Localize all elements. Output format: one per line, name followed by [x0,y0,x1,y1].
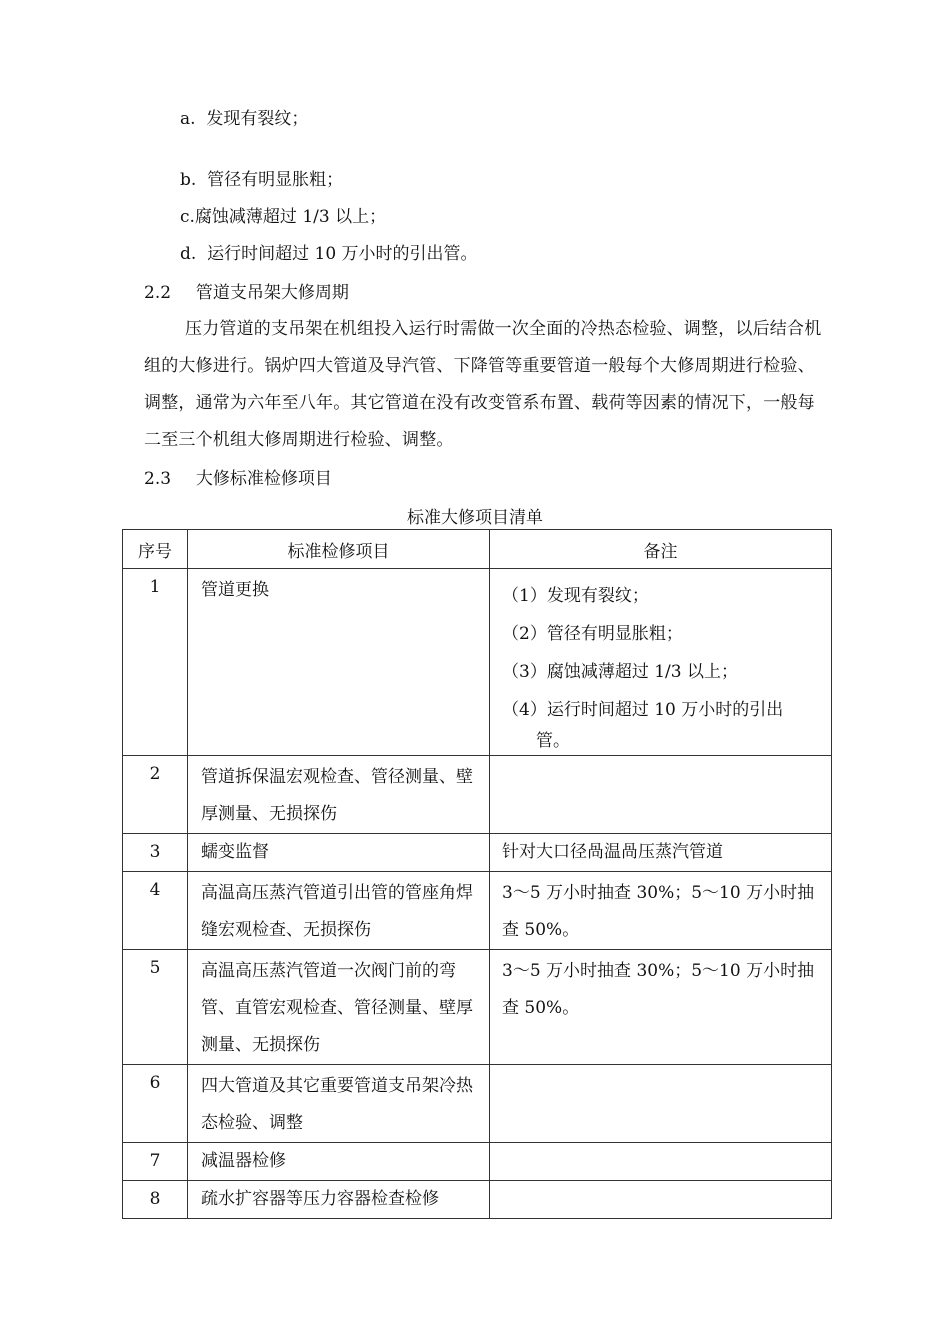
row-item: 高温高压蒸汽管道引出管的管座角焊缝宏观检查、无损探伤 [188,872,490,950]
row-note [490,756,832,834]
row-note [490,1143,832,1181]
header-note: 备注 [490,530,832,569]
maintenance-items-table [122,529,832,1219]
row-note [490,1065,832,1143]
list-item-d [180,242,478,266]
table-row [123,1143,832,1181]
table-row [123,756,832,834]
list-item-b [180,168,343,192]
list-marker: d. [180,244,197,264]
paragraph-2-2 [144,311,824,459]
note-list-item: （1）发现有裂纹； [502,586,649,606]
note-list [502,572,823,753]
section-number: 2.2 [144,283,172,303]
table-row [123,569,832,756]
section-title: 管道支吊架大修周期 [195,283,349,303]
note-list-item: 管。 [536,731,570,751]
table-row [123,834,832,872]
row-note [490,569,832,756]
row-number: 3 [123,834,188,872]
row-note: 3〜5 万小时抽查 30%；5〜10 万小时抽查 50%。 [490,872,832,950]
table-row [123,872,832,950]
row-number: 7 [123,1143,188,1181]
header-no: 序号 [123,530,188,569]
section-heading-2-3 [144,467,332,491]
row-item: 四大管道及其它重要管道支吊架冷热态检验、调整 [188,1065,490,1143]
list-marker: c. [180,207,195,227]
row-number: 2 [123,756,188,834]
row-note [490,1181,832,1219]
row-note: 针对大口径咼温咼压蒸汽管道 [490,834,832,872]
note-list-item: （4）运行时间超过 10 万小时的引出 [502,700,784,720]
section-number: 2.3 [144,469,172,489]
paragraph-text: 压力管道的支吊架在机组投入运行时需做一次全面的冷热态检验、调整，以后结合机组的大修进行。锅炉四大管道及导汽管、下降管等重要管道一般每个大修周期进行检验、调整，通常为六年至八年。其它管道在没有改变管系布置、载荷等因素的情况下，一般每二至三个机组大修周期进行检验、调整。 [144,319,822,450]
note-list-item: （2）管径有明显胀粗； [502,624,683,644]
row-number: 8 [123,1181,188,1219]
section-heading-2-2 [144,281,349,305]
list-marker: a. [180,109,196,129]
table-header-row [123,530,832,569]
row-item: 管道更换 [188,569,490,756]
list-text: 发现有裂纹； [206,109,309,129]
table-row [123,1065,832,1143]
table-row [123,1181,832,1219]
row-number: 1 [123,569,188,756]
row-note: 3〜5 万小时抽查 30%；5〜10 万小时抽查 50%。 [490,950,832,1065]
row-item: 高温高压蒸汽管道一次阀门前的弯管、直管宏观检查、管径测量、壁厚测量、无损探伤 [188,950,490,1065]
note-list-item: （3）腐蚀减薄超过 1/3 以上； [502,662,738,682]
row-item: 疏水扩容器等压力容器检查检修 [188,1181,490,1219]
list-marker: b. [180,170,197,190]
table-row [123,950,832,1065]
row-item: 减温器检修 [188,1143,490,1181]
list-text: 管径有明显胀粗； [207,170,344,190]
header-item: 标准检修项目 [188,530,490,569]
list-text: 运行时间超过 10 万小时的引出管。 [207,244,478,264]
row-number: 5 [123,950,188,1065]
row-item: 管道拆保温宏观检查、管径测量、壁厚测量、无损探伤 [188,756,490,834]
list-item-a [180,107,308,131]
list-text: 腐蚀减薄超过 1/3 以上； [194,207,387,227]
list-item-c [180,205,386,229]
row-item: 蠕变监督 [188,834,490,872]
row-number: 6 [123,1065,188,1143]
section-title: 大修标准检修项目 [195,469,332,489]
table-caption: 标准大修项目清单 [407,508,543,528]
row-number: 4 [123,872,188,950]
